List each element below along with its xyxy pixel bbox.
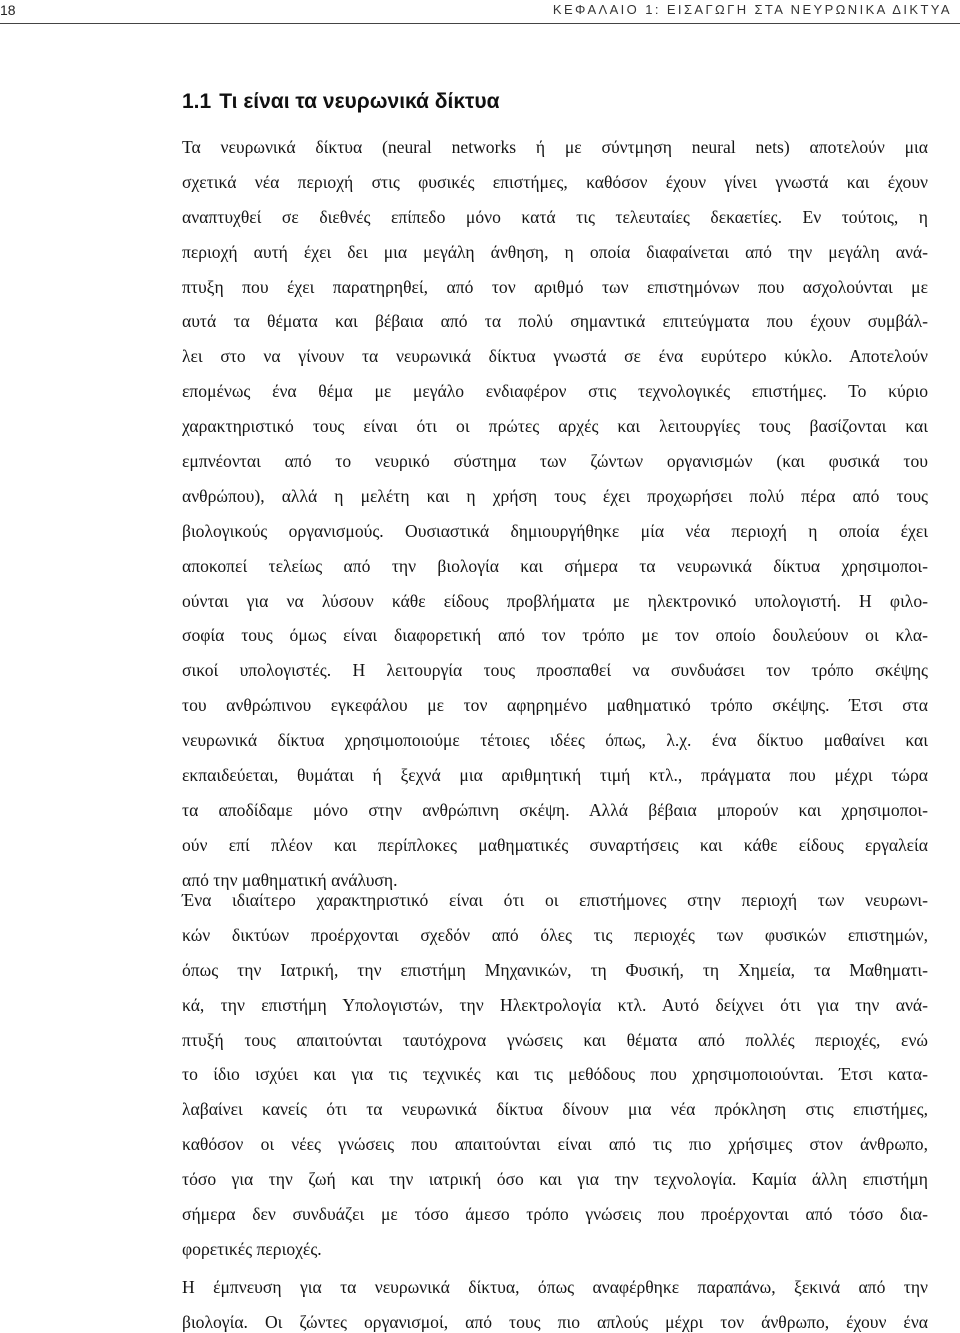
text-line: όπως την Ιατρική, την επιστήμη Μηχανικών, τη Φυσική, τη Χημεία, τα Μαθηματι- bbox=[182, 959, 928, 980]
text-line: κά, την επιστήμη Υπολογιστών, την Ηλεκτρολογία κτλ. Αυτό δείχνει ότι για την ανά- bbox=[182, 994, 928, 1015]
text-line: από την μαθηματική ανάλυση. bbox=[182, 869, 398, 890]
text-line: τόσο για την ζωή και την ιατρική όσο και για την τεχνολογία. Καμία άλλη επιστήμη bbox=[182, 1169, 928, 1190]
text-line: κών δικτύων προέρχονται σχεδόν από όλες τις περιοχές των φυσικών επιστημών, bbox=[182, 924, 928, 945]
text-line: σικοί υπολογιστές. Η λειτουργία τους προσπαθεί να συνδυάσει τον τρόπο σκέψης bbox=[182, 660, 928, 681]
text-line: εκπαιδεύεται, θυμάται ή ξεχνά μια αριθμητική τιμή κτλ., πράγματα που μέχρι τώρα bbox=[182, 765, 928, 786]
text-line: χαρακτηριστικό τους είναι ότι οι πρώτες αρχές και λειτουργίες τους βασίζονται και bbox=[182, 416, 928, 437]
page-number: 18 bbox=[0, 2, 16, 18]
text-line: λει στο να γίνουν τα νευρωνικά δίκτυα γνωστά σε ένα ευρύτερο κύκλο. Αποτελούν bbox=[182, 346, 928, 367]
text-line: τα αποδίδαμε μόνο στην ανθρώπινη σκέψη. Αλλά βέβαια μπορούν και χρησιμοποι- bbox=[182, 799, 928, 820]
text-line: φορετικές περιοχές. bbox=[182, 1238, 322, 1259]
text-line: Τα νευρωνικά δίκτυα (neural networks ή με σύντμηση neural nets) αποτελούν μια bbox=[182, 137, 928, 157]
text-line: νευρωνικά δίκτυα χρησιμοποιούμε τέτοιες ιδέες όπως, λ.χ. ένα δίκτυο μαθαίνει και bbox=[182, 730, 928, 751]
text-line: Η έμπνευση για τα νευρωνικά δίκτυα, όπως αναφέρθηκε παραπάνω, ξεκινά από την bbox=[182, 1277, 928, 1297]
text-line: Ένα ιδιαίτερο χαρακτηριστικό είναι ότι οι επιστήμονες στην περιοχή των νευρωνι- bbox=[182, 890, 928, 910]
section-heading bbox=[182, 90, 500, 114]
text-line: του ανθρώπινου εγκεφάλου με τον αφηρημένο μαθηματικό τρόπο σκέψης. Έτσι στα bbox=[182, 695, 928, 716]
text-line: επομένως ένα θέμα με μεγάλο ενδιαφέρον στις τεχνολογικές επιστήμες. Το κύριο bbox=[182, 381, 928, 402]
text-line: βιολογικούς οργανισμούς. Ουσιαστικά δημιουργήθηκε μία νέα περιοχή η οποία έχει bbox=[182, 520, 928, 541]
section-title: Τι είναι τα νευρωνικά δίκτυα bbox=[219, 90, 500, 113]
text-line: εμπνέονται από το νευρικό σύστημα των ζώντων οργανισμών (και φυσικά του bbox=[182, 451, 928, 472]
chapter-title: ΚΕΦΑΛΑΙΟ 1: ΕΙΣΑΓΩΓΗ ΣΤΑ ΝΕΥΡΩΝΙΚΑ ΔΙΚΤΥΑ bbox=[552, 2, 952, 17]
text-line: το ίδιο ισχύει και για τις τεχνικές και τις μεθόδους που χρησιμοποιούνται. Έτσι κατα- bbox=[182, 1064, 928, 1085]
text-line: λαβαίνει κανείς ότι τα νευρωνικά δίκτυα δίνουν μια νέα πρόκληση στις επιστήμες, bbox=[182, 1099, 928, 1120]
text-line: ούν επί πλέον και περίπλοκες μαθηματικές συναρτήσεις και κάθε είδους εργαλεία bbox=[182, 834, 928, 855]
text-line: περιοχή αυτή έχει δει μια μεγάλη άνθηση, η οποία διαφαίνεται από την μεγάλη ανά- bbox=[182, 241, 928, 262]
text-line: ανθρώπου), αλλά η μελέτη και η χρήση τους έχει προχωρήσει πολύ πέρα από τους bbox=[182, 485, 928, 506]
text-line: πτυξή τους απαιτούνται ταυτόχρονα γνώσεις και θέματα από πολλές περιοχές, ενώ bbox=[182, 1029, 928, 1050]
text-line: σήμερα δεν συνδυάζει με τόσο άμεσο τρόπο γνώσεις που προέρχονται από τόσο δια- bbox=[182, 1204, 928, 1225]
text-line: αυτά τα θέματα και βέβαια από τα πολύ σημαντικά επιτεύγματα που έχουν συμβάλ- bbox=[182, 311, 928, 332]
text-line: πτυξη που έχει παρατηρηθεί, από τον αριθμό των επιστημόνων που ασχολούνται με bbox=[182, 276, 928, 297]
section-number: 1.1 bbox=[182, 90, 212, 113]
text-line: ούνται για να λύσουν κάθε είδους προβλήματα με ηλεκτρονικό υπολογιστή. Η φιλο- bbox=[182, 590, 928, 611]
text-line: αποκοπεί τελείως από την βιολογία και σήμερα τα νευρωνικά δίκτυα χρησιμοποι- bbox=[182, 555, 928, 576]
text-line: βιολογία. Οι ζώντες οργανισμοί, από τους πιο απλούς μέχρι τον άνθρωπο, έχουν ένα bbox=[182, 1311, 928, 1332]
text-line: σοφία τους όμως είναι διαφορετική από τον τρόπο με τον οποίο δουλεύουν οι κλα- bbox=[182, 625, 928, 646]
running-header bbox=[0, 0, 960, 24]
header-rule bbox=[0, 23, 960, 24]
paragraph-1 bbox=[182, 130, 928, 898]
paragraph-3 bbox=[182, 1270, 928, 1333]
text-line: καθόσον οι νέες γνώσεις που απαιτούνται είναι από τις πιο χρήσιμες στον άνθρωπο, bbox=[182, 1134, 928, 1155]
text-line: αναπτυχθεί σε διεθνές επίπεδο μόνο κατά τις τελευταίες δεκαετίες. Εν τούτοις, η bbox=[182, 206, 928, 227]
paragraph-2 bbox=[182, 883, 928, 1267]
text-line: σχετικά νέα περιοχή στις φυσικές επιστήμες, καθόσον έχουν γίνει γνωστά και έχουν bbox=[182, 171, 928, 192]
